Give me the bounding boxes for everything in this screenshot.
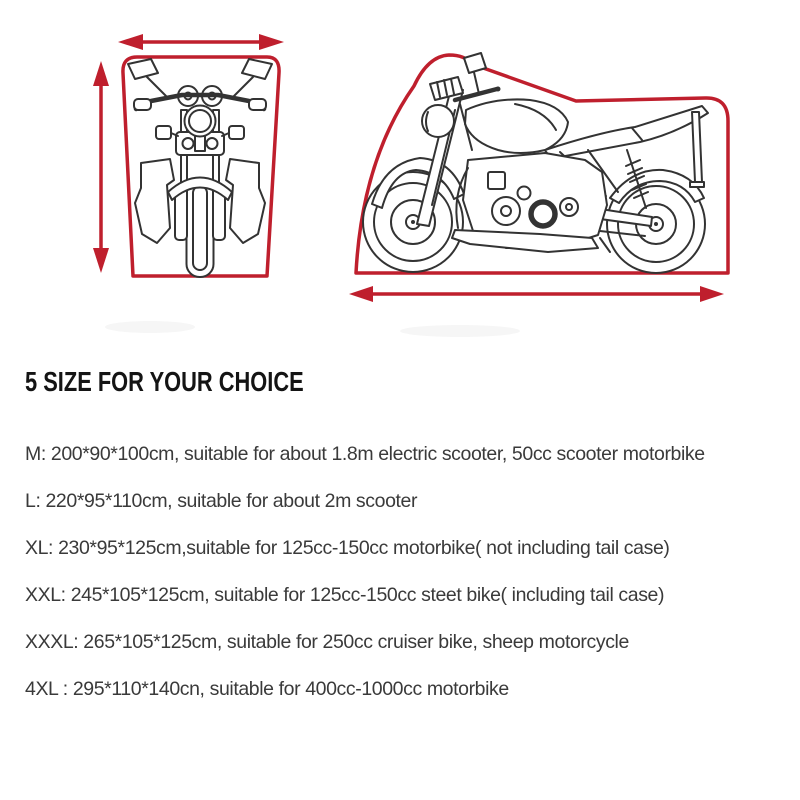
mirror-side	[464, 53, 486, 73]
front-view-diagram	[93, 34, 284, 277]
size-line-4xl: 4XL : 295*110*140cn, suitable for 400cc-1000cc motorbike	[25, 678, 509, 700]
size-line-m: M: 200*90*100cm, suitable for about 1.8m electric scooter, 50cc scooter motorbike	[25, 443, 705, 465]
section-heading: 5 SIZE FOR YOUR CHOICE	[25, 366, 304, 397]
length-arrow-icon	[349, 286, 724, 302]
height-arrow-icon	[93, 61, 109, 273]
ground-shadow	[105, 321, 195, 333]
width-arrow-icon	[118, 34, 284, 50]
size-list	[25, 444, 795, 726]
left-mirror	[128, 59, 158, 79]
front-wheel	[187, 178, 214, 277]
right-mirror	[242, 59, 272, 79]
size-line-xxl: XXL: 245*105*125cm, suitable for 125cc-150cc steet bike( including tail case)	[25, 584, 665, 606]
size-line-l: L: 220*95*110cm, suitable for about 2m scooter	[25, 490, 418, 512]
side-view-diagram	[349, 53, 728, 302]
size-line-xxxl: XXXL: 265*105*125cm, suitable for 250cc cruiser bike, sheep motorcycle	[25, 631, 629, 653]
motorcycle-front-view	[128, 59, 272, 277]
ground-shadow	[400, 325, 520, 337]
diagram-area	[0, 0, 800, 355]
size-diagram-svg	[0, 0, 800, 355]
size-line-xl: XL: 230*95*125cm,suitable for 125cc-150cc motorbike( not including tail case)	[25, 537, 670, 559]
